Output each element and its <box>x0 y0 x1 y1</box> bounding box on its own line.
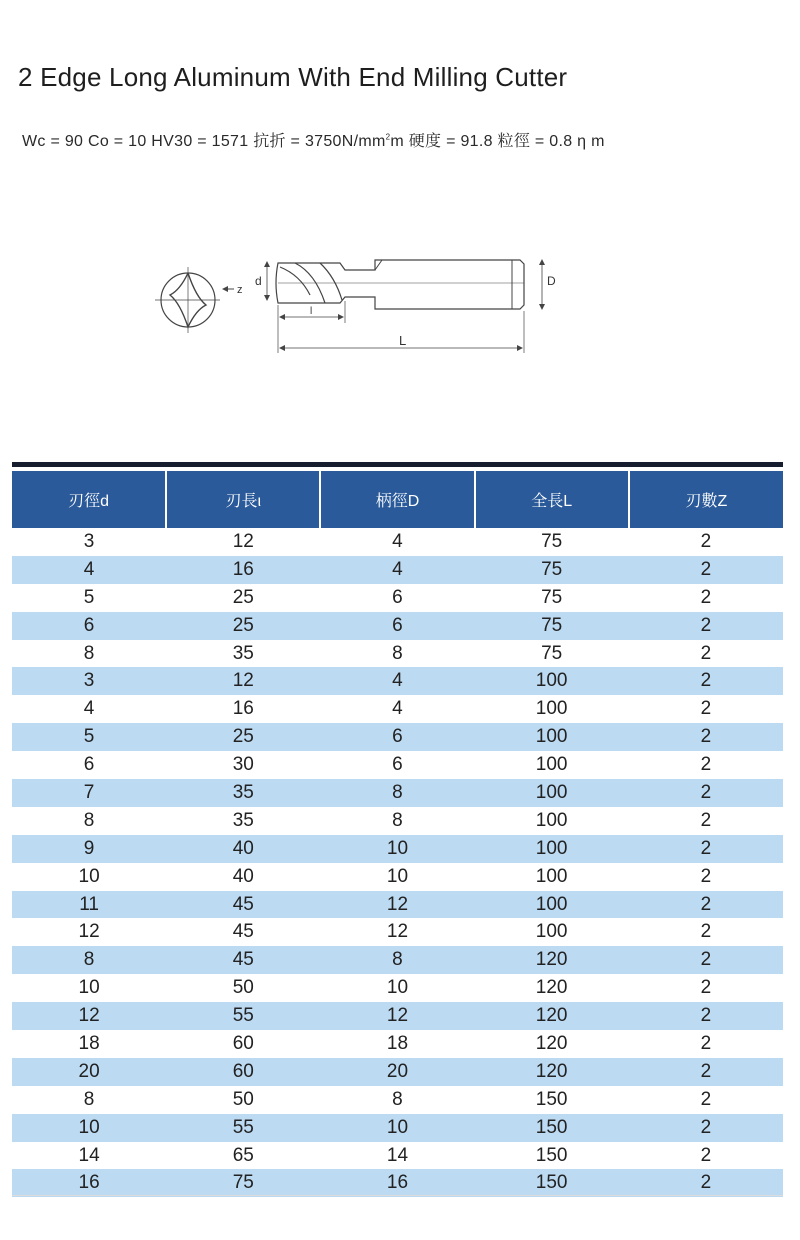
table-cell: 10 <box>386 865 409 887</box>
table-cell: 12 <box>12 1002 166 1030</box>
table-header-row <box>12 471 783 528</box>
table-cell: 45 <box>166 946 320 974</box>
header-flute-count: 刃數Z <box>629 471 783 528</box>
table-cell: 8 <box>12 946 166 974</box>
table-cell: 10 <box>320 835 474 863</box>
table-cell: 4 <box>12 556 166 584</box>
table-cell: 6 <box>320 612 474 640</box>
table-row <box>12 863 783 891</box>
table-cell: 6 <box>12 612 166 640</box>
table-cell: 18 <box>78 1032 100 1054</box>
table-cell: 45 <box>232 921 254 943</box>
table-cell: 2 <box>700 698 712 720</box>
table-cell: 25 <box>166 723 320 751</box>
label-d: d <box>255 274 262 288</box>
table-row <box>12 612 783 640</box>
table-cell: 2 <box>700 1088 712 1110</box>
table-cell: 75 <box>475 556 629 584</box>
table-row <box>12 667 783 695</box>
table-row <box>12 835 783 863</box>
table-cell: 6 <box>392 754 403 776</box>
table-top-rule <box>12 462 783 467</box>
table-cell: 4 <box>392 530 403 552</box>
table-cell: 50 <box>232 977 254 999</box>
table-row <box>12 640 783 668</box>
table-cell: 100 <box>475 835 629 863</box>
table-cell: 100 <box>535 698 568 720</box>
table-row <box>12 584 783 612</box>
table-row <box>12 723 783 751</box>
table-cell: 35 <box>232 809 254 831</box>
table-cell: 8 <box>392 809 403 831</box>
material-specs <box>22 128 605 151</box>
specs-superscript: 2 <box>385 132 391 142</box>
table-cell: 45 <box>166 891 320 919</box>
table-cell: 75 <box>541 642 563 664</box>
label-z: z <box>237 284 243 296</box>
table-cell: 12 <box>320 1002 474 1030</box>
table-cell: 10 <box>78 977 100 999</box>
table-bottom-rule <box>12 1195 783 1196</box>
table-cell: 8 <box>83 809 95 831</box>
table-cell: 100 <box>535 809 568 831</box>
table-cell: 14 <box>386 1144 409 1166</box>
table-cell: 55 <box>166 1002 320 1030</box>
table-cell: 12 <box>386 921 409 943</box>
table-cell: 2 <box>629 1058 783 1086</box>
table-cell: 120 <box>475 946 629 974</box>
end-view-icon <box>155 267 220 333</box>
table-row <box>12 1030 783 1058</box>
table-cell: 2 <box>629 612 783 640</box>
table-cell: 55 <box>166 1114 320 1142</box>
table-row <box>12 528 783 556</box>
table-cell: 100 <box>475 779 629 807</box>
table-cell: 100 <box>475 891 629 919</box>
label-L: L <box>399 333 407 348</box>
table-cell: 18 <box>386 1032 409 1054</box>
table-cell: 150 <box>535 1144 568 1166</box>
table-row <box>12 1114 783 1142</box>
table-cell: 2 <box>700 921 712 943</box>
table-cell: 120 <box>535 977 568 999</box>
table-cell: 3 <box>12 667 166 695</box>
table-cell: 2 <box>629 667 783 695</box>
table-row <box>12 807 783 835</box>
table-cell: 65 <box>232 1144 254 1166</box>
table-row <box>12 891 783 919</box>
table-cell: 40 <box>166 835 320 863</box>
table-cell: 10 <box>12 1114 166 1142</box>
table-row <box>12 695 783 723</box>
page-title: 2 Edge Long Aluminum With End Milling Cutter <box>18 62 568 92</box>
table-cell: 100 <box>475 723 629 751</box>
table-row <box>12 556 783 584</box>
table-cell: 100 <box>475 667 629 695</box>
table-cell: 6 <box>392 586 403 608</box>
header-shank-diameter: 柄徑D <box>320 471 474 528</box>
table-cell: 5 <box>83 586 95 608</box>
cutter-body-icon <box>276 260 524 309</box>
table-cell: 2 <box>700 977 712 999</box>
header-cutting-length: 刃長ι <box>166 471 320 528</box>
table-row <box>12 1086 783 1114</box>
table-cell: 75 <box>541 586 563 608</box>
table-cell: 50 <box>232 1088 254 1110</box>
table-row <box>12 1002 783 1030</box>
table-cell: 16 <box>166 556 320 584</box>
table-cell: 150 <box>475 1169 629 1197</box>
table-cell: 60 <box>166 1058 320 1086</box>
table-cell: 8 <box>83 1088 95 1110</box>
table-cell: 150 <box>535 1088 568 1110</box>
table-cell: 5 <box>12 723 166 751</box>
table-cell: 35 <box>232 642 254 664</box>
table-cell: 75 <box>475 612 629 640</box>
table-cell: 40 <box>232 865 254 887</box>
table-cell: 75 <box>166 1169 320 1197</box>
table-cell: 60 <box>232 1032 254 1054</box>
table-cell: 10 <box>386 977 409 999</box>
table-cell: 2 <box>629 946 783 974</box>
table-cell: 100 <box>535 754 568 776</box>
table-row <box>12 779 783 807</box>
table-cell: 120 <box>475 1058 629 1086</box>
table-cell: 14 <box>78 1144 100 1166</box>
table-cell: 2 <box>700 1032 712 1054</box>
table-cell: 2 <box>700 530 712 552</box>
table-cell: 100 <box>535 921 568 943</box>
table-cell: 8 <box>392 642 403 664</box>
table-row <box>12 946 783 974</box>
table-cell: 8 <box>320 779 474 807</box>
table-cell: 8 <box>83 642 95 664</box>
table-cell: 2 <box>700 809 712 831</box>
table-row <box>12 1142 783 1170</box>
table-cell: 12 <box>166 667 320 695</box>
table-cell: 2 <box>629 1002 783 1030</box>
table-cell: 3 <box>83 530 95 552</box>
table-cell: 2 <box>700 586 712 608</box>
table-cell: 6 <box>83 754 95 776</box>
table-cell: 4 <box>83 698 95 720</box>
table-cell: 12 <box>232 530 254 552</box>
table-cell: 4 <box>320 556 474 584</box>
table-cell: 9 <box>12 835 166 863</box>
table-cell: 20 <box>320 1058 474 1086</box>
table-cell: 16 <box>232 698 254 720</box>
table-cell: 16 <box>320 1169 474 1197</box>
table-cell: 11 <box>12 891 166 919</box>
table-cell: 8 <box>320 946 474 974</box>
label-l: l <box>310 306 313 317</box>
table-row <box>12 1169 783 1197</box>
table-cell: 2 <box>700 754 712 776</box>
table-cell: 150 <box>475 1114 629 1142</box>
table-cell: 4 <box>392 698 403 720</box>
table-cell: 2 <box>700 1144 712 1166</box>
spec-table <box>12 471 783 1197</box>
table-cell: 2 <box>629 723 783 751</box>
table-cell: 16 <box>12 1169 166 1197</box>
specs-text-tail: m 硬度 = 91.8 粒徑 = 0.8 η m <box>390 133 605 150</box>
table-cell: 12 <box>78 921 100 943</box>
table-row <box>12 1058 783 1086</box>
header-overall-length: 全長L <box>475 471 629 528</box>
table-cell: 120 <box>535 1032 568 1054</box>
table-cell: 100 <box>535 865 568 887</box>
table-cell: 12 <box>320 891 474 919</box>
table-row <box>12 918 783 946</box>
table-cell: 75 <box>541 530 563 552</box>
specs-text: Wc = 90 Co = 10 HV30 = 1571 抗折 = 3750N/mm <box>22 133 386 150</box>
table-cell: 30 <box>232 754 254 776</box>
table-cell: 2 <box>629 1169 783 1197</box>
header-cutting-diameter: 刃徑d <box>12 471 166 528</box>
table-cell: 2 <box>700 865 712 887</box>
table-row <box>12 974 783 1002</box>
table-cell: 2 <box>629 891 783 919</box>
table-cell: 2 <box>629 1114 783 1142</box>
table-cell: 8 <box>392 1088 403 1110</box>
label-D: D <box>547 274 556 288</box>
table-cell: 20 <box>12 1058 166 1086</box>
table-cell: 25 <box>166 612 320 640</box>
table-cell: 4 <box>320 667 474 695</box>
end-mill-diagram <box>150 245 570 370</box>
table-cell: 10 <box>78 865 100 887</box>
table-cell: 6 <box>320 723 474 751</box>
table-cell: 25 <box>232 586 254 608</box>
table-cell: 2 <box>629 779 783 807</box>
table-cell: 120 <box>475 1002 629 1030</box>
table-cell: 2 <box>629 835 783 863</box>
table-row <box>12 751 783 779</box>
table-cell: 2 <box>629 556 783 584</box>
table-cell: 7 <box>12 779 166 807</box>
table-cell: 35 <box>166 779 320 807</box>
table-cell: 2 <box>700 642 712 664</box>
table-cell: 10 <box>320 1114 474 1142</box>
